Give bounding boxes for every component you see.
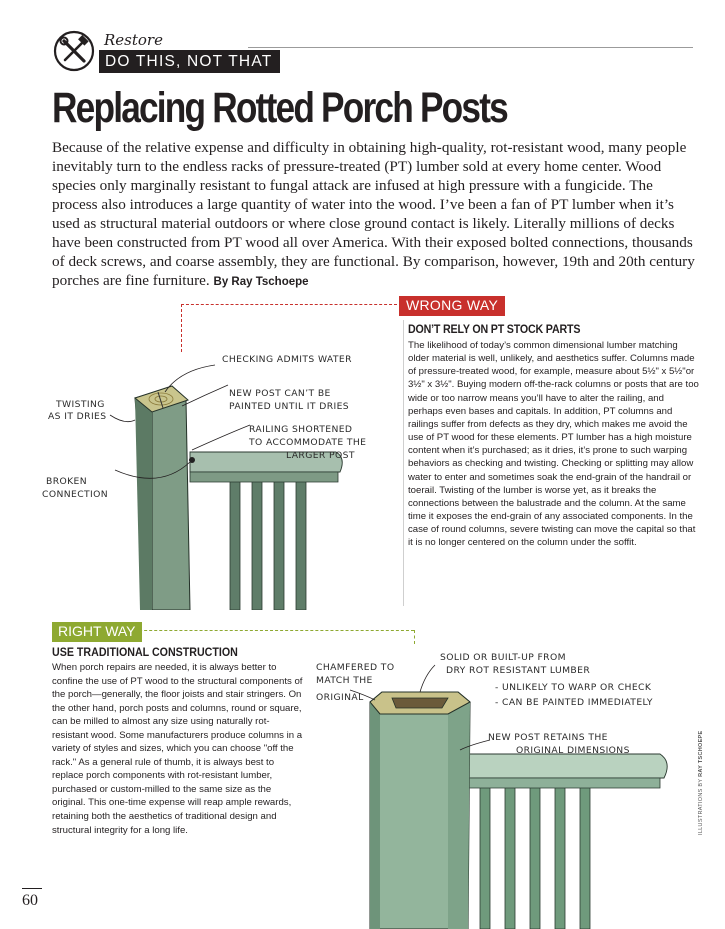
label-railing-2: TO ACCOMMODATE THE bbox=[249, 437, 367, 448]
right-way-heading: USE TRADITIONAL CONSTRUCTION bbox=[52, 646, 238, 659]
wrong-way-illustration bbox=[40, 340, 400, 610]
wrong-way-leader-vertical bbox=[181, 304, 182, 352]
label-railing-1: RAILING SHORTENED bbox=[249, 424, 353, 435]
label-newpost-2: PAINTED UNTIL IT DRIES bbox=[229, 401, 350, 412]
wrong-balusters bbox=[230, 480, 306, 610]
label-broken-1: BROKEN bbox=[46, 476, 88, 487]
page-number: 60 bbox=[22, 892, 38, 909]
wrong-way-heading: DON’T RELY ON PT STOCK PARTS bbox=[408, 323, 581, 336]
hammer-wrench-icon bbox=[53, 30, 95, 72]
credit-prefix: ILLUSTRATIONS BY bbox=[698, 776, 704, 835]
label-solid-2: DRY ROT RESISTANT LUMBER bbox=[446, 665, 591, 676]
header-rule bbox=[248, 47, 693, 48]
intro-paragraph bbox=[52, 138, 700, 292]
label-newpost-1: NEW POST CAN’T BE bbox=[229, 388, 331, 399]
wrong-way-divider bbox=[403, 320, 404, 606]
wrong-way-badge: WRONG WAY bbox=[399, 296, 505, 316]
label-chamfer-2: MATCH THE bbox=[316, 675, 373, 686]
kicker-label: DO THIS, NOT THAT bbox=[99, 50, 280, 73]
label-broken-2: CONNECTION bbox=[42, 489, 109, 500]
label-chamfer-3: ORIGINAL bbox=[316, 692, 364, 703]
right-way-badge: RIGHT WAY bbox=[52, 622, 142, 642]
right-balusters bbox=[480, 785, 590, 929]
label-unlikely: - UNLIKELY TO WARP OR CHECK bbox=[495, 682, 652, 693]
label-retains-1: NEW POST RETAINS THE bbox=[488, 732, 608, 743]
byline: By Ray Tschoepe bbox=[213, 276, 309, 288]
label-retains-2: ORIGINAL DIMENSIONS bbox=[516, 745, 630, 756]
label-solid-1: SOLID OR BUILT-UP FROM bbox=[440, 652, 566, 663]
label-painted: - CAN BE PAINTED IMMEDIATELY bbox=[495, 697, 653, 708]
wrong-way-body: The likelihood of today’s common dimensional lumber matching older material is well, unlikely, and aesthetics suffer. Columns made of pressure-treated wood, for example, measure about 5½" x 5½"or 3½" x 3½". Buying modern off-the-rack columns or posts that are too wide or too narrow means you’ll have to alter the railing, and perhaps even bases and capitals. In addition, PT columns and railings suffer from defects as they dry, which makes me avoid the use of PT wood for these elements. PT lumber has a high moisture content when it’s purchased; as it dries, it’s prone to such warping behaviors as checking and twisting. Checking or splitting may allow water to enter and sometimes soak the end-grain of the handrail or toerail. Twisting of the lumber is worse yet, as it breaks the connections between the balustrade and the column. At the same time it exposes the end-grain of any associated components. In the case of round columns, severe twisting can move the capital so that it is no longer centered on the column under the soffit. bbox=[408, 340, 699, 549]
wrong-way-leader bbox=[181, 304, 397, 305]
label-chamfer-1: CHAMFERED TO bbox=[316, 662, 395, 673]
page-title: Replacing Rotted Porch Posts bbox=[52, 84, 507, 132]
label-twisting-1: TWISTING bbox=[56, 399, 105, 410]
credit-name: RAY TSCHOEPE bbox=[698, 730, 704, 777]
label-railing-3: LARGER POST bbox=[286, 450, 355, 461]
right-way-leader bbox=[124, 630, 414, 631]
page-number-rule bbox=[22, 888, 42, 889]
label-checking: CHECKING ADMITS WATER bbox=[222, 354, 352, 365]
section-label: Restore bbox=[104, 31, 163, 49]
right-way-body: When porch repairs are needed, it is always better to confine the use of PT wood to the structural components of the porch—generally, the floor joists and stair stringers. On the other hand, porch posts and columns, round or square, can be milled to almost any size using naturally rot-resistant wood. Some manufacturers produce columns in a variety of styles and sizes, which you can choose "off the rack." As a general rule of thumb, it is always best to replace porch components with rot-resistant lumber, purchased or custom-milled to the same size as the original. This one-time expense will reap ample rewards, retaining both the aesthetics of traditional design and structural integrity for a long life. bbox=[52, 662, 303, 836]
right-way-leader-vertical bbox=[414, 630, 415, 644]
intro-text: Because of the relative expense and difficulty in obtaining high-quality, rot-resistant wood, many people inevitably turn to the endless racks of pressure-treated (PT) lumber sold at every home center. Wood species only marginally resistant to fungal attack are infused at high pressure with a fungicide. The process also introduces a large quantity of water into the wood. I’ve been a fan of PT lumber when it’s used as structural material outdoors or where close ground contact is likely. Literally millions of decks have been constructed from PT wood all over America. With their exposed bolted connections, thousands of deck screws, and coarse assembly, they are functional. By comparison, however, 19th and 20th century porches are fine furniture. bbox=[52, 139, 695, 289]
label-twisting-2: AS IT DRIES bbox=[48, 411, 107, 422]
illustration-credit bbox=[698, 731, 704, 835]
